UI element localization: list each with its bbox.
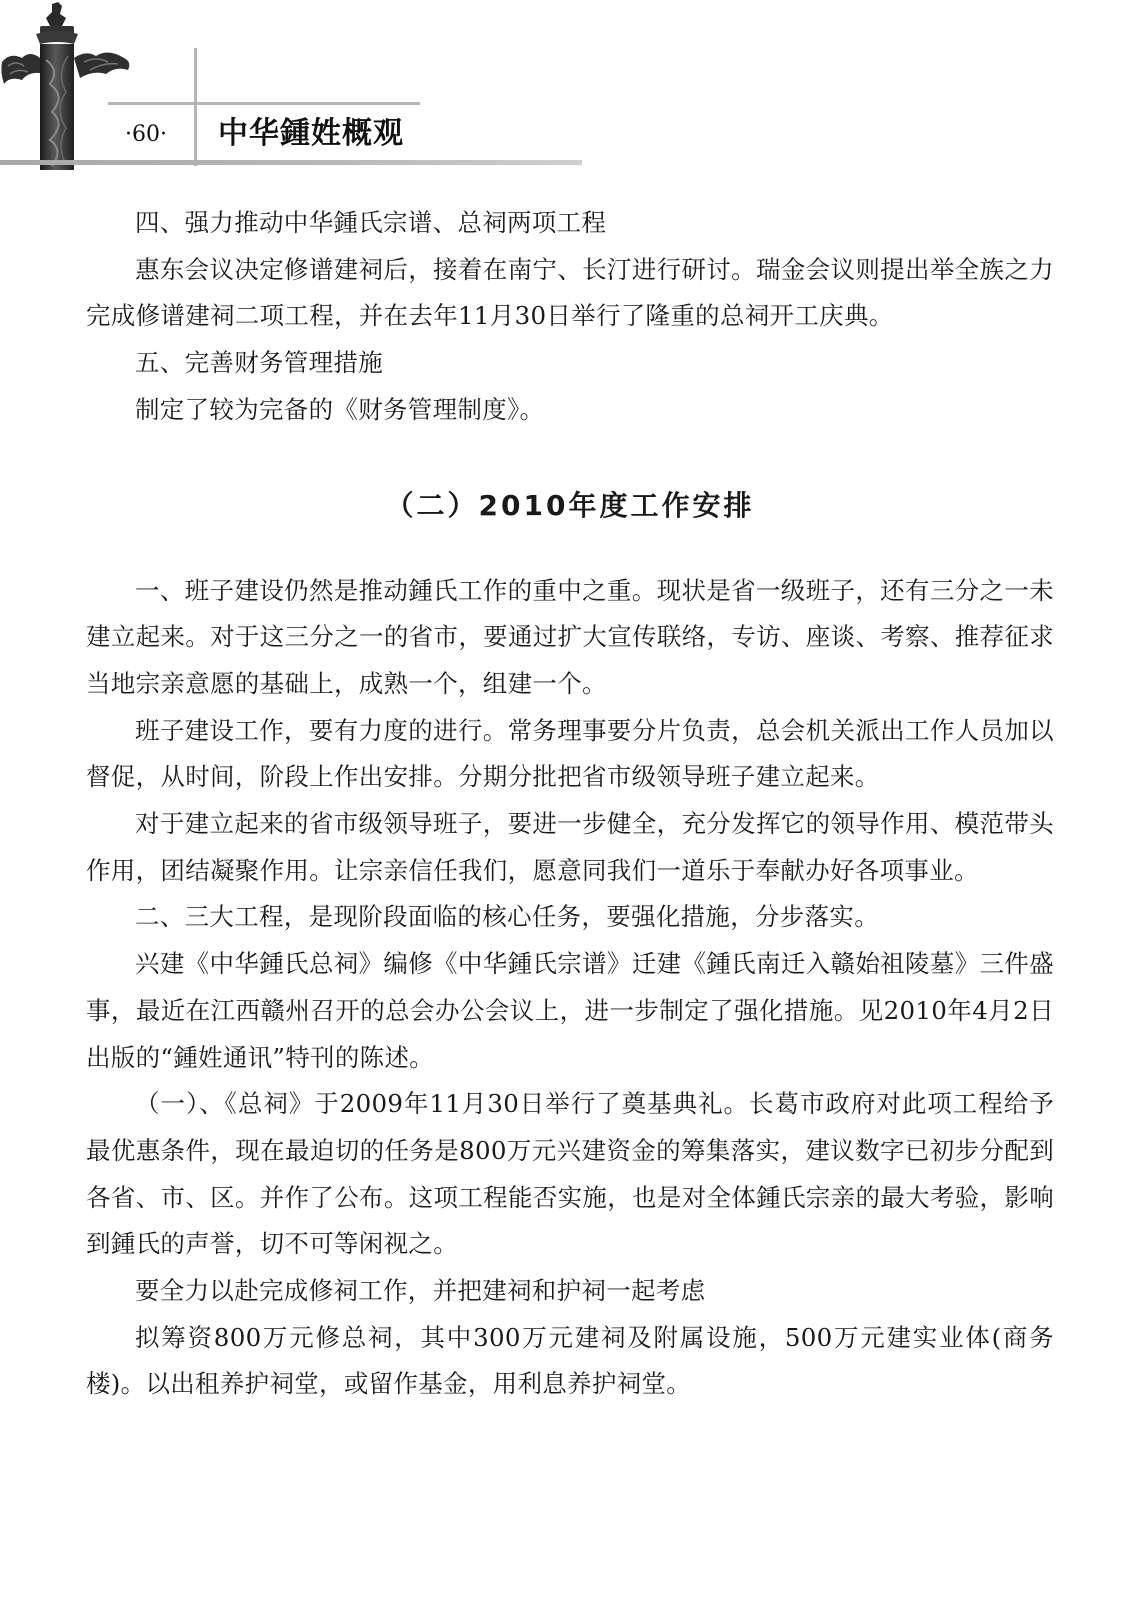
item-heading: 二、三大工程，是现阶段面临的核心任务，要强化措施，分步落实。 [135, 902, 879, 932]
header-rule-top [108, 102, 420, 105]
book-title: 中华鍾姓概观 [218, 116, 404, 151]
body-paragraph: 制定了较为完备的《财务管理制度》。 [135, 394, 545, 424]
item-heading: 四、强力推动中华鍾氏宗谱、总祠两项工程 [135, 208, 607, 237]
body-paragraph: 要全力以赴完成修祠工作，并把建祠和护祠一起考虑 [135, 1276, 706, 1306]
page-body [86, 200, 1054, 1408]
body-paragraph: 兴建《中华鍾氏总祠》编修《中华鍾氏宗谱》迁建《鍾氏南迁入赣始祖陵墓》三件盛事，最近在江西赣州召开的总会办公会议上，进一步制定了强化措施。见2010年4月2日出版的“鍾姓通讯”特刊的陈述。 [86, 949, 1054, 1072]
header-rule-bottom [0, 160, 582, 165]
header-rule-vertical [194, 48, 197, 166]
body-paragraph: 班子建设工作，要有力度的进行。常务理事要分片负责，总会机关派出工作人员加以督促，从时间，阶段上作出安排。分期分批把省市级领导班子建立起来。 [86, 715, 1054, 792]
body-paragraph: 一、班子建设仍然是推动鍾氏工作的重中之重。现状是省一级班子，还有三分之一未建立起来。对于这三分之一的省市，要通过扩大宣传联络，专访、座谈、考察、推荐征求当地宗亲意愿的基础上，成熟一个，组建一个。 [86, 575, 1054, 698]
item-heading: 五、完善财务管理措施 [135, 348, 383, 378]
body-paragraph: 拟筹资800万元修总祠，其中300万元建祠及附属设施，500万元建实业体(商务楼)。以出租养护祠堂，或留作基金，用利息养护祠堂。 [86, 1322, 1054, 1399]
body-paragraph: （一）、《总祠》于2009年11月30日举行了奠基典礼。长葛市政府对此项工程给予最优惠条件，现在最迫切的任务是800万元兴建资金的筹集落实，建议数字已初步分配到各省、市、区。并作了公布。这项工程能否实施，也是对全体鍾氏宗亲的最大考验，影响到鍾氏的声誉，切不可等闲视之。 [86, 1089, 1054, 1259]
page-number: ·60· [125, 122, 167, 147]
section-heading: （二）2010年度工作安排 [385, 488, 755, 522]
body-paragraph: 对于建立起来的省市级领导班子，要进一步健全，充分发挥它的领导作用、模范带头作用，团结凝聚作用。让宗亲信任我们，愿意同我们一道乐于奉献办好各项事业。 [86, 809, 1054, 885]
page-header [0, 0, 1138, 175]
body-paragraph: 惠东会议决定修谱建祠后，接着在南宁、长汀进行研讨。瑞金会议则提出举全族之力完成修谱建祠二项工程，并在去年11月30日举行了隆重的总祠开工庆典。 [86, 254, 1054, 331]
